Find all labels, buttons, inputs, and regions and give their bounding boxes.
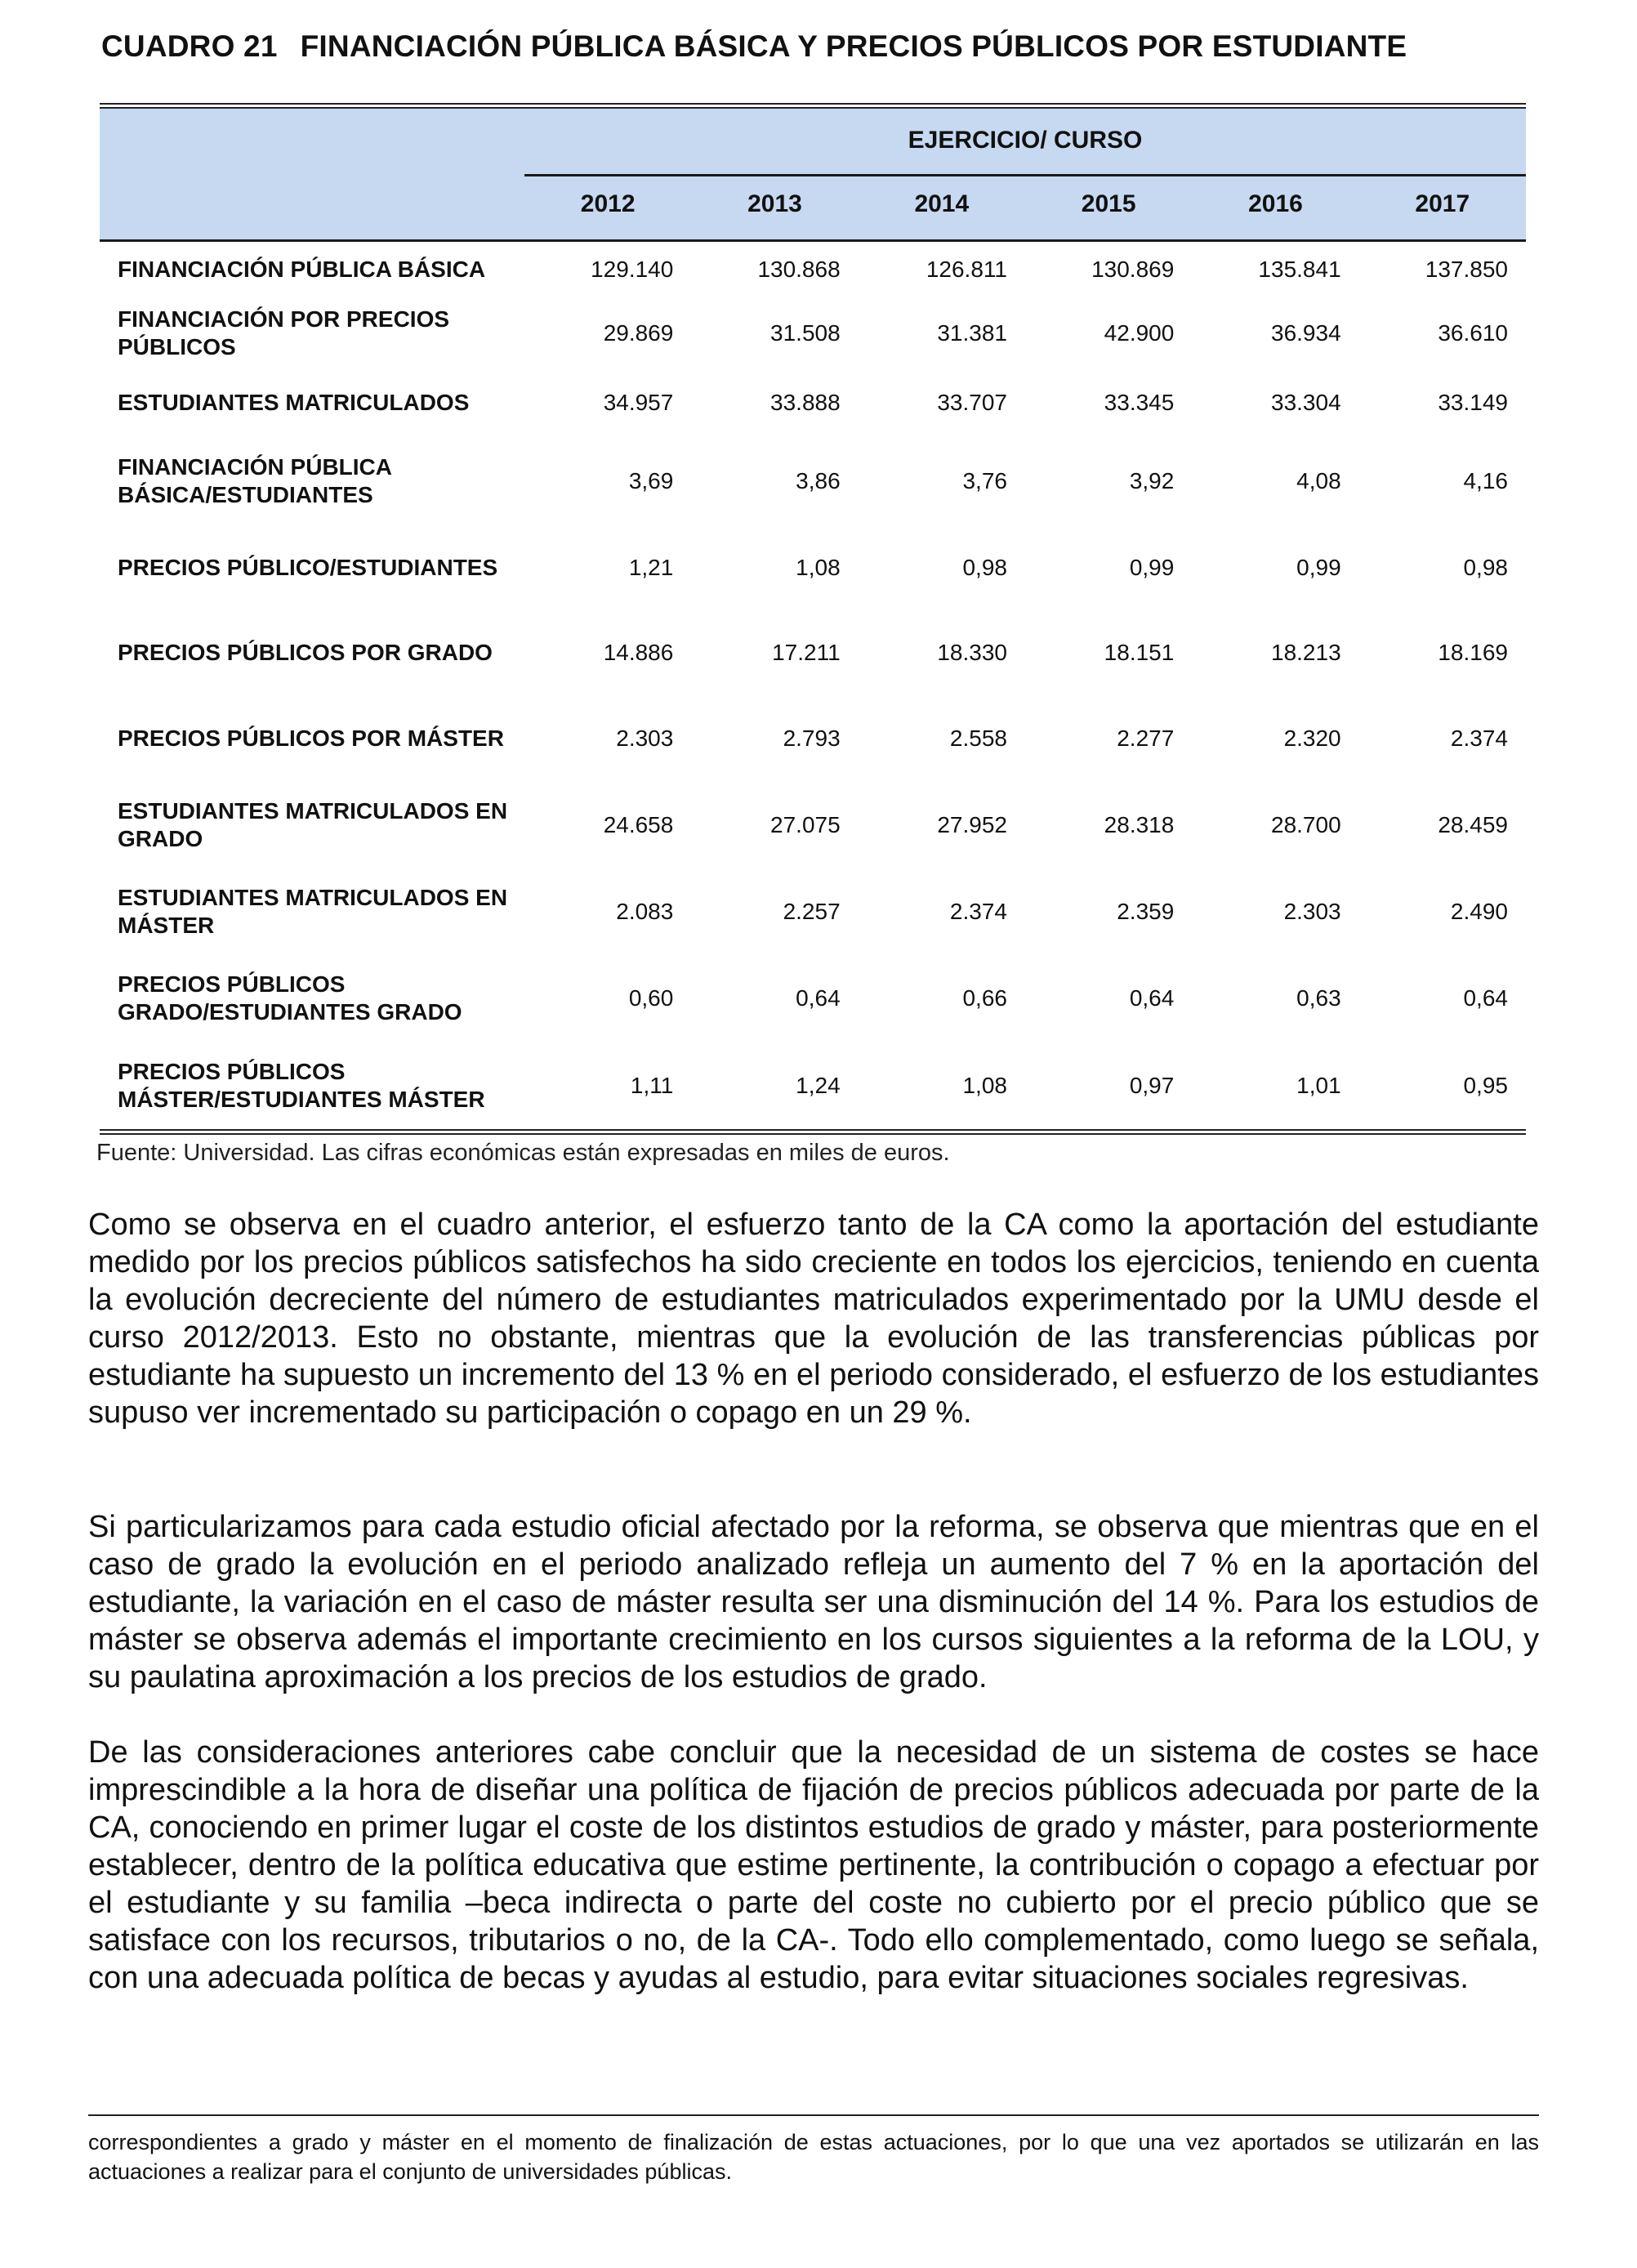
table-top-rule: [100, 103, 1526, 109]
table-cell: 135.841: [1258, 257, 1341, 282]
year-header: 2015: [1081, 190, 1136, 217]
paragraph: Si particularizamos para cada estudio oficial afectado por la reforma, se observa que mientras que en el caso de grado la evolución en el periodo analizado refleja un aumento del 7 % en la aportación del estudiante, la variación en el caso de máster resulta ser una disminución del 14 %. Para los estudios de máster se observa además el importante crecimiento en los cursos siguientes a la reforma de la LOU, y su paulatina aproximación a los precios de los estudios de grado.: [88, 1510, 1539, 1694]
year-header: 2016: [1248, 190, 1303, 217]
row-label: PRECIOS PÚBLICOS GRADO/ESTUDIANTES GRADO: [118, 971, 462, 1025]
group-header: EJERCICIO/ CURSO: [908, 127, 1143, 154]
year-headers: [524, 190, 1526, 218]
table-cell: 31.381: [937, 320, 1007, 346]
table-cell: 126.811: [926, 257, 1007, 282]
table-cell: 2.303: [616, 725, 674, 751]
table-cell: 29.869: [603, 320, 674, 346]
table-cell: 2.793: [783, 725, 841, 751]
paragraph: Como se observa en el cuadro anterior, el esfuerzo tanto de la CA como la aportación del estudiante medido por los precios públicos satisfechos ha sido creciente en todos los ejercicios, teniendo en cuenta la evolución decreciente del número de estudiantes matriculados experimentado por la UMU desde el curso 2012/2013. Esto no obstante, mientras que la evolución de las transferencias públicas por estudiante ha supuesto un incremento del 13 % en el periodo considerado, el esfuerzo de los estudiantes supuso ver incrementado su participación o copago en un 29 %.: [88, 1208, 1539, 1430]
table-cell: 2.277: [1117, 725, 1175, 751]
table-row: [100, 242, 1526, 297]
table-cell: 0,64: [796, 985, 841, 1011]
table-cell: 42.900: [1104, 320, 1175, 346]
table-row: [100, 781, 1526, 869]
table-cell: 24.658: [603, 812, 674, 837]
table-cell: 0,64: [1463, 985, 1508, 1011]
table-cell: 28.700: [1271, 812, 1341, 837]
table-cell: 4,08: [1296, 468, 1341, 493]
table-body: [100, 242, 1526, 1129]
table-cell: 18.330: [937, 640, 1007, 665]
page-title: [101, 29, 1539, 64]
table-cell: 129.140: [591, 257, 674, 282]
paragraph: De las consideraciones anteriores cabe concluir que la necesidad de un sistema de costes se hace imprescindible a la hora de diseñar una política de fijación de precios públicos adecuada por parte de la CA, conociendo en primer lugar el coste de los distintos estudios de grado y máster, para posteriormente establecer, dentro de la política educativa que estime pertinente, la contribución o copago a efectuar por el estudiante y su familia –beca indirecta o parte del coste no cubierto por el precio público que se satisface con los recursos, tributarios o no, de la CA-. Todo ello complementado, como luego se señala, con una adecuada política de becas y ayudas al estudio, para evitar situaciones sociales regresivas.: [88, 1735, 1539, 1995]
table-cell: 14.886: [603, 640, 674, 665]
table-cell: 1,01: [1296, 1073, 1341, 1098]
table-cell: 2.303: [1283, 899, 1341, 924]
table-row: [100, 297, 1526, 369]
table-cell: 0,98: [1463, 555, 1508, 580]
table-cell: 2.374: [1450, 725, 1508, 751]
table-row: [100, 954, 1526, 1042]
row-label: ESTUDIANTES MATRICULADOS: [118, 390, 470, 415]
table-cell: 4,16: [1463, 468, 1508, 493]
table-cell: 1,11: [630, 1073, 674, 1098]
row-label: FINANCIACIÓN PÚBLICA BÁSICA: [118, 257, 486, 282]
table-cell: 1,08: [962, 1073, 1007, 1098]
table-cell: 0,64: [1129, 985, 1175, 1011]
table-cell: 2.257: [783, 899, 841, 924]
table-cell: 3,86: [796, 468, 841, 493]
row-values: [524, 812, 1526, 838]
table-cell: 2.558: [949, 725, 1007, 751]
table-row: [100, 869, 1526, 954]
footnote: correspondientes a grado y máster en el momento de finalización de estas actuaciones, por lo que una vez aportados se utilizarán en las actuaciones a realizar para el conjunto de universidades públicas.: [88, 2130, 1539, 2184]
table-cell: 0,66: [962, 985, 1007, 1011]
table-row: [100, 526, 1526, 609]
table-cell: 1,24: [796, 1073, 841, 1098]
row-values: [524, 640, 1526, 666]
table-cell: 130.869: [1091, 257, 1175, 282]
table-cell: 27.075: [770, 812, 841, 837]
table-cell: 3,76: [962, 468, 1007, 493]
table-cell: 28.459: [1438, 812, 1508, 837]
table-cell: 130.868: [757, 257, 841, 282]
footnote-divider: [88, 2114, 1539, 2116]
row-label: FINANCIACIÓN PÚBLICA BÁSICA/ESTUDIANTES: [118, 454, 391, 507]
table-cell: 36.610: [1438, 320, 1508, 346]
table-cell: 33.707: [937, 390, 1007, 415]
table-cell: 18.151: [1104, 640, 1175, 665]
table-cell: 36.934: [1271, 320, 1341, 346]
table-cell: 33.345: [1104, 390, 1175, 415]
table-row: [100, 609, 1526, 696]
table-cell: 2.359: [1117, 899, 1175, 924]
row-values: [524, 725, 1526, 752]
table-cell: 33.149: [1438, 390, 1508, 415]
row-values: [524, 1073, 1526, 1099]
row-values: [524, 257, 1526, 283]
table-cell: 3,92: [1129, 468, 1175, 493]
table-cell: 27.952: [937, 812, 1007, 837]
table-cell: 2.320: [1283, 725, 1341, 751]
table-header: [100, 109, 1526, 239]
row-label: PRECIOS PÚBLICOS MÁSTER/ESTUDIANTES MÁSTER: [118, 1059, 485, 1112]
table-cell: 18.169: [1438, 640, 1508, 665]
table-cell: 0,95: [1463, 1073, 1508, 1098]
table-cell: 1,21: [628, 555, 674, 580]
data-table: [100, 103, 1526, 1135]
row-values: [524, 320, 1526, 346]
table-cell: 1,08: [796, 555, 841, 580]
table-cell: 0,99: [1296, 555, 1341, 580]
table-cell: 2.490: [1450, 899, 1508, 924]
table-title: FINANCIACIÓN PÚBLICA BÁSICA Y PRECIOS PÚBLICOS POR ESTUDIANTE: [300, 29, 1407, 63]
table-number: CUADRO 21: [101, 29, 278, 63]
row-values: [524, 390, 1526, 416]
year-header: 2013: [747, 190, 802, 217]
row-values: [524, 555, 1526, 581]
table-cell: 0,97: [1129, 1073, 1175, 1098]
row-values: [524, 468, 1526, 494]
table-cell: 2.374: [949, 899, 1007, 924]
table-source-note: Fuente: Universidad. Las cifras económicas están expresadas en miles de euros.: [96, 1140, 950, 1166]
table-row: [100, 369, 1526, 436]
year-header: 2012: [580, 190, 636, 217]
table-row: [100, 1042, 1526, 1129]
table-row: [100, 436, 1526, 526]
table-cell: 0,98: [962, 555, 1007, 580]
table-row: [100, 696, 1526, 781]
table-cell: 28.318: [1104, 812, 1175, 837]
year-header: 2017: [1415, 190, 1470, 217]
row-label: PRECIOS PÚBLICOS POR GRADO: [118, 640, 493, 665]
table-cell: 0,60: [628, 985, 674, 1011]
header-divider: [524, 174, 1526, 176]
row-label: PRECIOS PÚBLICO/ESTUDIANTES: [118, 555, 498, 580]
table-cell: 0,99: [1129, 555, 1175, 580]
row-label: ESTUDIANTES MATRICULADOS EN MÁSTER: [118, 885, 508, 938]
year-header: 2014: [914, 190, 970, 217]
table-bottom-rule: [100, 1129, 1526, 1135]
table-cell: 18.213: [1271, 640, 1341, 665]
table-cell: 34.957: [603, 390, 674, 415]
table-cell: 33.888: [770, 390, 841, 415]
row-label: ESTUDIANTES MATRICULADOS EN GRADO: [118, 798, 508, 851]
table-cell: 17.211: [772, 640, 841, 665]
row-values: [524, 985, 1526, 1011]
table-cell: 0,63: [1296, 985, 1341, 1011]
row-label: PRECIOS PÚBLICOS POR MÁSTER: [118, 725, 504, 751]
row-values: [524, 899, 1526, 925]
table-cell: 33.304: [1271, 390, 1341, 415]
table-cell: 2.083: [616, 899, 674, 924]
table-cell: 31.508: [770, 320, 841, 346]
row-label: FINANCIACIÓN POR PRECIOS PÚBLICOS: [118, 306, 450, 359]
table-cell: 137.850: [1425, 257, 1508, 282]
table-cell: 3,69: [628, 468, 674, 493]
